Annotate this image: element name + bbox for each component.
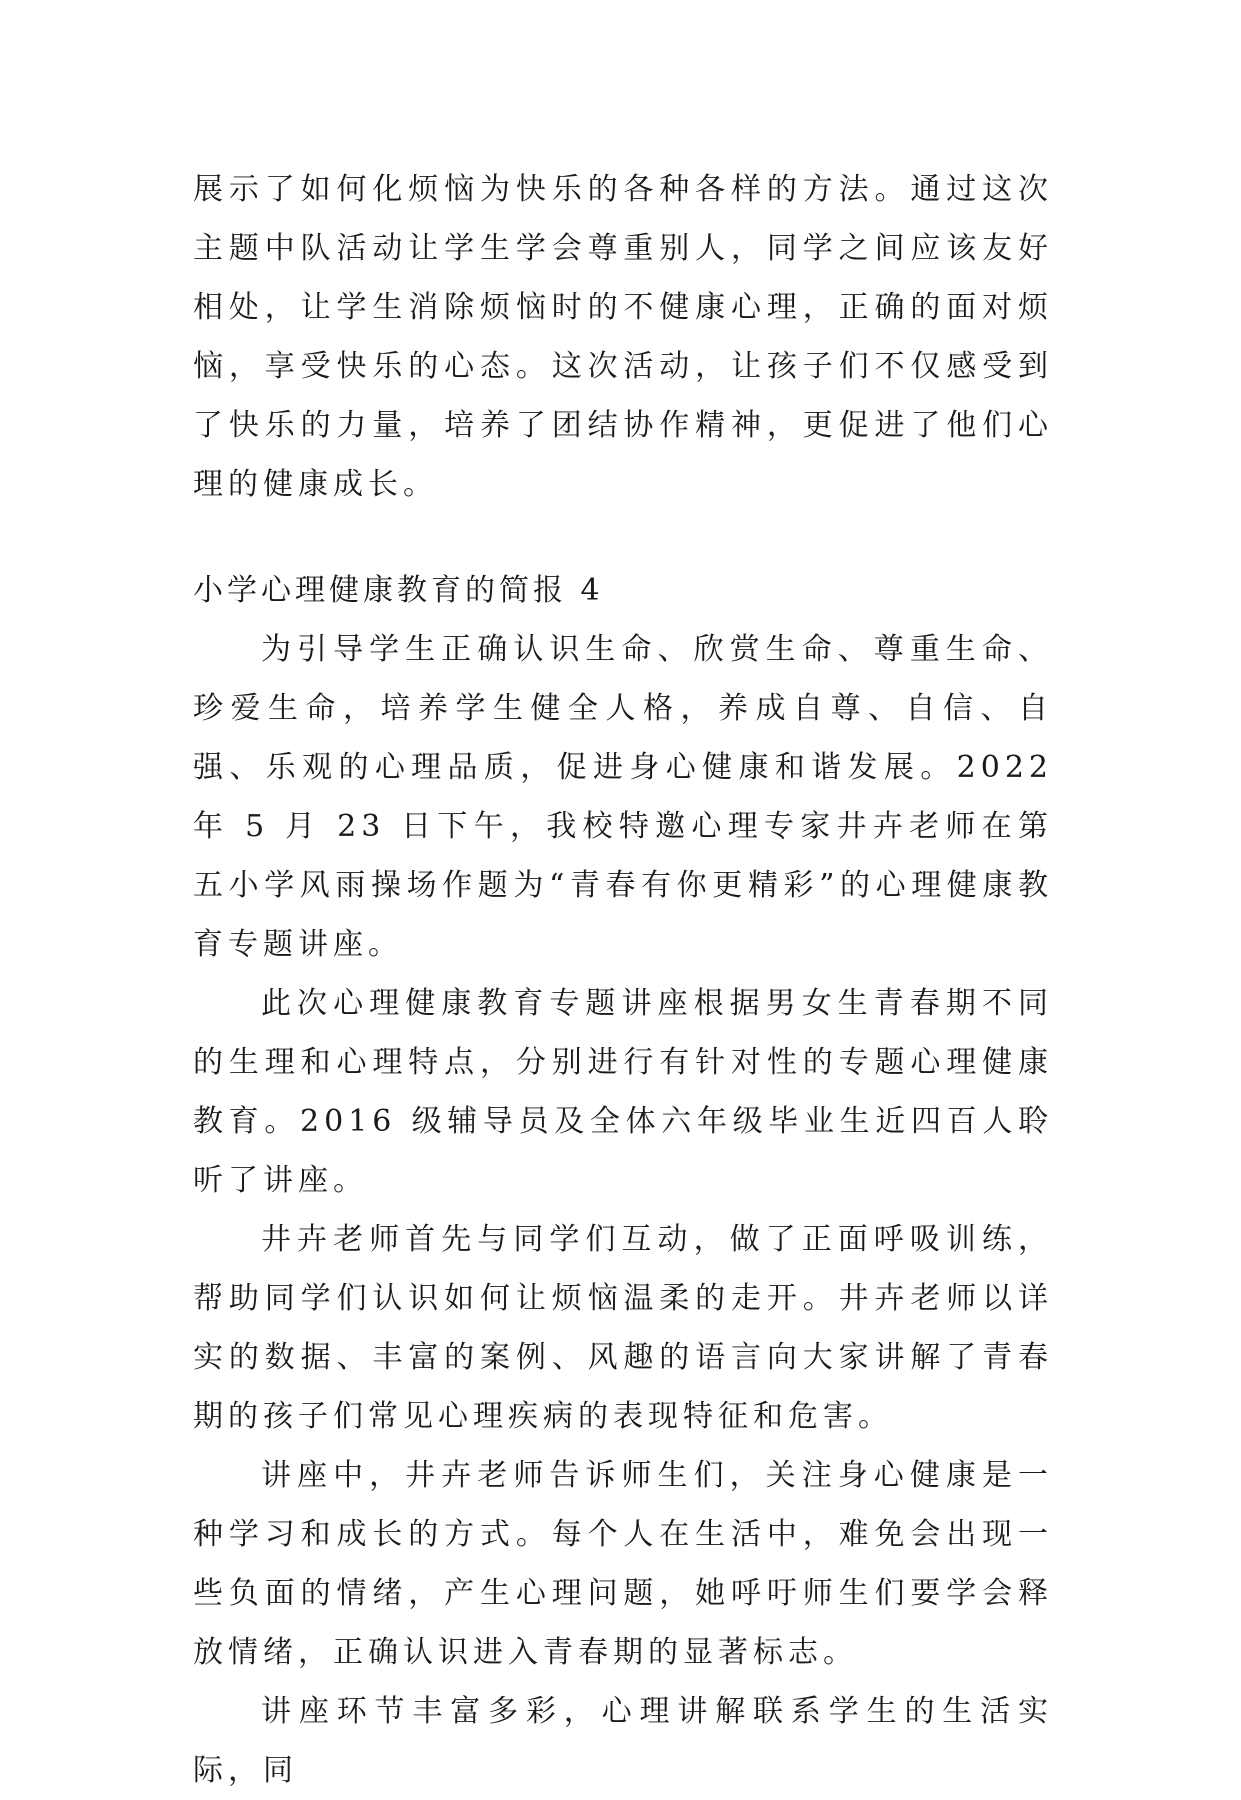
- paragraph-lecture-overview: 此次心理健康教育专题讲座根据男女生青春期不同的生理和心理特点，分别进行有针对性的专题心理健康教育。2016 级辅导员及全体六年级毕业生近四百人聆听了讲座。: [193, 986, 1053, 1198]
- section-heading: 小学心理健康教育的简报 4: [193, 573, 604, 608]
- paragraph-lecture-sessions: 讲座环节丰富多彩，心理讲解联系学生的生活实际，同: [193, 1694, 1053, 1788]
- document-body: [193, 160, 1053, 1800]
- paragraph-continuation: 展示了如何化烦恼为快乐的各种各样的方法。通过这次主题中队活动让学生学会尊重别人，同学之间应该友好相处，让学生消除烦恼时的不健康心理，正确的面对烦恼，享受快乐的心态。这次活动，让孩子们不仅感受到了快乐的力量，培养了团结协作精神，更促进了他们心理的健康成长。: [193, 172, 1053, 502]
- paragraph-lecture-message: 讲座中，井卉老师告诉师生们，关注身心健康是一种学习和成长的方式。每个人在生活中，难免会出现一些负面的情绪，产生心理问题，她呼吁师生们要学会释放情绪，正确认识进入青春期的显著标志。: [193, 1458, 1053, 1670]
- paragraph-intro: 为引导学生正确认识生命、欣赏生命、尊重生命、珍爱生命，培养学生健全人格，养成自尊、自信、自强、乐观的心理品质，促进身心健康和谐发展。2022 年 5 月 23 日下午，我校特邀心理专家井卉老师在第五小学风雨操场作题为“青春有你更精彩”的心理健康教育专题讲座。: [193, 632, 1053, 962]
- paragraph-interaction: 井卉老师首先与同学们互动，做了正面呼吸训练，帮助同学们认识如何让烦恼温柔的走开。井卉老师以详实的数据、丰富的案例、风趣的语言向大家讲解了青春期的孩子们常见心理疾病的表现特征和危害。: [193, 1222, 1053, 1434]
